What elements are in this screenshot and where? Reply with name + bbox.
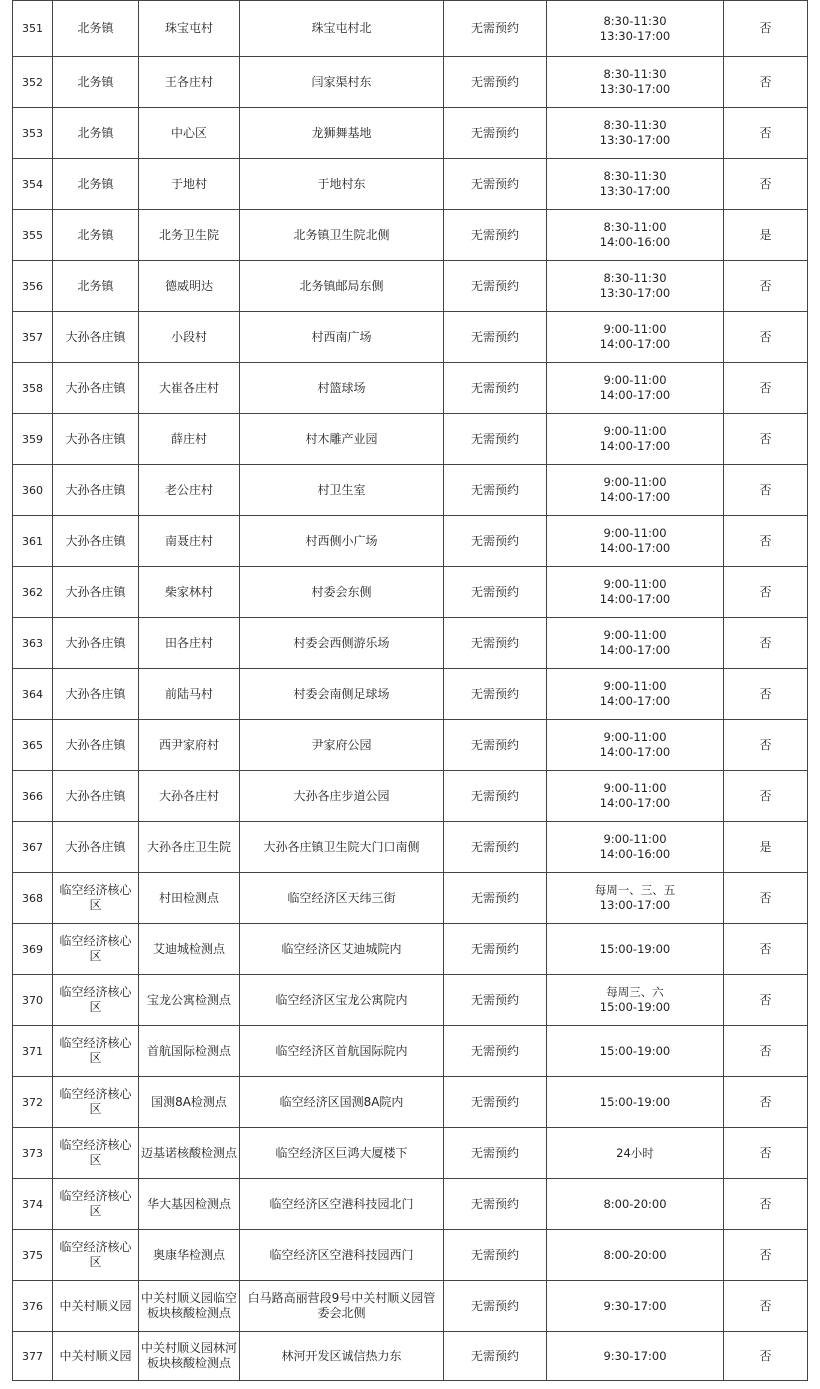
service-hours-cell: 15:00-19:00 xyxy=(547,1077,724,1128)
village-cell: 王各庄村 xyxy=(139,57,240,108)
table-row xyxy=(13,465,808,516)
table-row xyxy=(13,873,808,924)
flag-cell: 否 xyxy=(724,159,808,210)
village-cell: 华大基因检测点 xyxy=(139,1179,240,1230)
flag-cell: 否 xyxy=(724,1281,808,1332)
town-cell: 临空经济核心区 xyxy=(53,1128,139,1179)
village-cell: 珠宝屯村 xyxy=(139,1,240,57)
appointment-cell: 无需预约 xyxy=(444,516,547,567)
flag-cell: 否 xyxy=(724,720,808,771)
row-number-cell: 360 xyxy=(13,465,53,516)
service-hours-cell: 9:30-17:00 xyxy=(547,1281,724,1332)
table-row xyxy=(13,57,808,108)
flag-cell: 否 xyxy=(724,312,808,363)
appointment-cell: 无需预约 xyxy=(444,1,547,57)
row-number-cell: 353 xyxy=(13,108,53,159)
town-cell: 临空经济核心区 xyxy=(53,975,139,1026)
site-location-cell: 北务镇卫生院北侧 xyxy=(240,210,444,261)
site-location-cell: 临空经济区宝龙公寓院内 xyxy=(240,975,444,1026)
site-location-cell: 临空经济区空港科技园西门 xyxy=(240,1230,444,1281)
service-hours-cell: 8:30-11:30 13:30-17:00 xyxy=(547,159,724,210)
appointment-cell: 无需预约 xyxy=(444,465,547,516)
flag-cell: 否 xyxy=(724,873,808,924)
appointment-cell: 无需预约 xyxy=(444,567,547,618)
service-hours-cell: 9:00-11:00 14:00-17:00 xyxy=(547,669,724,720)
town-cell: 中关村顺义园 xyxy=(53,1332,139,1381)
flag-cell: 否 xyxy=(724,669,808,720)
table-row xyxy=(13,669,808,720)
service-hours-cell: 8:30-11:30 13:30-17:00 xyxy=(547,261,724,312)
service-hours-cell: 每周三、六 15:00-19:00 xyxy=(547,975,724,1026)
village-cell: 于地村 xyxy=(139,159,240,210)
service-hours-cell: 9:00-11:00 14:00-17:00 xyxy=(547,312,724,363)
flag-cell: 否 xyxy=(724,567,808,618)
village-cell: 艾迪城检测点 xyxy=(139,924,240,975)
row-number-cell: 356 xyxy=(13,261,53,312)
town-cell: 大孙各庄镇 xyxy=(53,567,139,618)
row-number-cell: 354 xyxy=(13,159,53,210)
site-location-cell: 村木雕产业园 xyxy=(240,414,444,465)
appointment-cell: 无需预约 xyxy=(444,771,547,822)
testing-sites-table xyxy=(12,0,808,1381)
row-number-cell: 374 xyxy=(13,1179,53,1230)
table-row xyxy=(13,108,808,159)
service-hours-cell: 24小时 xyxy=(547,1128,724,1179)
table-row xyxy=(13,414,808,465)
site-location-cell: 于地村东 xyxy=(240,159,444,210)
appointment-cell: 无需预约 xyxy=(444,261,547,312)
village-cell: 大孙各庄村 xyxy=(139,771,240,822)
town-cell: 北务镇 xyxy=(53,159,139,210)
site-location-cell: 大孙各庄镇卫生院大门口南侧 xyxy=(240,822,444,873)
appointment-cell: 无需预约 xyxy=(444,1281,547,1332)
service-hours-cell: 9:00-11:00 14:00-17:00 xyxy=(547,363,724,414)
appointment-cell: 无需预约 xyxy=(444,1128,547,1179)
village-cell: 北务卫生院 xyxy=(139,210,240,261)
flag-cell: 否 xyxy=(724,618,808,669)
flag-cell: 是 xyxy=(724,822,808,873)
town-cell: 大孙各庄镇 xyxy=(53,720,139,771)
service-hours-cell: 9:00-11:00 14:00-17:00 xyxy=(547,465,724,516)
site-location-cell: 临空经济区天纬三街 xyxy=(240,873,444,924)
row-number-cell: 367 xyxy=(13,822,53,873)
town-cell: 大孙各庄镇 xyxy=(53,312,139,363)
flag-cell: 否 xyxy=(724,363,808,414)
village-cell: 首航国际检测点 xyxy=(139,1026,240,1077)
flag-cell: 否 xyxy=(724,1077,808,1128)
site-location-cell: 村委会西侧游乐场 xyxy=(240,618,444,669)
service-hours-cell: 8:00-20:00 xyxy=(547,1179,724,1230)
table-row xyxy=(13,771,808,822)
village-cell: 田各庄村 xyxy=(139,618,240,669)
row-number-cell: 359 xyxy=(13,414,53,465)
site-location-cell: 珠宝屯村北 xyxy=(240,1,444,57)
row-number-cell: 366 xyxy=(13,771,53,822)
appointment-cell: 无需预约 xyxy=(444,1230,547,1281)
table-row xyxy=(13,363,808,414)
row-number-cell: 371 xyxy=(13,1026,53,1077)
row-number-cell: 358 xyxy=(13,363,53,414)
appointment-cell: 无需预约 xyxy=(444,159,547,210)
flag-cell: 否 xyxy=(724,771,808,822)
service-hours-cell: 8:30-11:30 13:30-17:00 xyxy=(547,1,724,57)
town-cell: 大孙各庄镇 xyxy=(53,771,139,822)
town-cell: 临空经济核心区 xyxy=(53,1077,139,1128)
site-location-cell: 村委会南侧足球场 xyxy=(240,669,444,720)
appointment-cell: 无需预约 xyxy=(444,414,547,465)
appointment-cell: 无需预约 xyxy=(444,975,547,1026)
table-body xyxy=(13,1,808,1381)
table-row xyxy=(13,618,808,669)
service-hours-cell: 15:00-19:00 xyxy=(547,924,724,975)
flag-cell: 否 xyxy=(724,1230,808,1281)
flag-cell: 否 xyxy=(724,924,808,975)
table-row xyxy=(13,261,808,312)
town-cell: 临空经济核心区 xyxy=(53,1026,139,1077)
table-row xyxy=(13,159,808,210)
village-cell: 奥康华检测点 xyxy=(139,1230,240,1281)
flag-cell: 否 xyxy=(724,1026,808,1077)
site-location-cell: 村篮球场 xyxy=(240,363,444,414)
flag-cell: 是 xyxy=(724,210,808,261)
service-hours-cell: 9:00-11:00 14:00-16:00 xyxy=(547,822,724,873)
site-location-cell: 临空经济区艾迪城院内 xyxy=(240,924,444,975)
service-hours-cell: 8:30-11:30 13:30-17:00 xyxy=(547,57,724,108)
appointment-cell: 无需预约 xyxy=(444,720,547,771)
flag-cell: 否 xyxy=(724,465,808,516)
table-row xyxy=(13,822,808,873)
town-cell: 大孙各庄镇 xyxy=(53,822,139,873)
village-cell: 中关村顺义园临空板块核酸检测点 xyxy=(139,1281,240,1332)
town-cell: 大孙各庄镇 xyxy=(53,618,139,669)
table-row xyxy=(13,1179,808,1230)
flag-cell: 否 xyxy=(724,516,808,567)
appointment-cell: 无需预约 xyxy=(444,312,547,363)
town-cell: 中关村顺义园 xyxy=(53,1281,139,1332)
row-number-cell: 352 xyxy=(13,57,53,108)
service-hours-cell: 9:00-11:00 14:00-17:00 xyxy=(547,618,724,669)
appointment-cell: 无需预约 xyxy=(444,1077,547,1128)
table-row xyxy=(13,567,808,618)
town-cell: 大孙各庄镇 xyxy=(53,363,139,414)
appointment-cell: 无需预约 xyxy=(444,924,547,975)
table-row xyxy=(13,1128,808,1179)
flag-cell: 否 xyxy=(724,108,808,159)
row-number-cell: 363 xyxy=(13,618,53,669)
town-cell: 大孙各庄镇 xyxy=(53,516,139,567)
site-location-cell: 白马路高丽营段9号中关村顺义园管委会北侧 xyxy=(240,1281,444,1332)
table-row xyxy=(13,1332,808,1381)
flag-cell: 否 xyxy=(724,1,808,57)
service-hours-cell: 8:30-11:00 14:00-16:00 xyxy=(547,210,724,261)
table-row xyxy=(13,1026,808,1077)
appointment-cell: 无需预约 xyxy=(444,669,547,720)
flag-cell: 否 xyxy=(724,1128,808,1179)
row-number-cell: 373 xyxy=(13,1128,53,1179)
appointment-cell: 无需预约 xyxy=(444,822,547,873)
site-location-cell: 临空经济区首航国际院内 xyxy=(240,1026,444,1077)
site-location-cell: 临空经济区巨鸿大厦楼下 xyxy=(240,1128,444,1179)
row-number-cell: 377 xyxy=(13,1332,53,1381)
town-cell: 临空经济核心区 xyxy=(53,1230,139,1281)
row-number-cell: 365 xyxy=(13,720,53,771)
site-location-cell: 村西侧小广场 xyxy=(240,516,444,567)
row-number-cell: 376 xyxy=(13,1281,53,1332)
town-cell: 北务镇 xyxy=(53,108,139,159)
row-number-cell: 364 xyxy=(13,669,53,720)
site-location-cell: 尹家府公园 xyxy=(240,720,444,771)
table-row xyxy=(13,1230,808,1281)
village-cell: 西尹家府村 xyxy=(139,720,240,771)
village-cell: 薛庄村 xyxy=(139,414,240,465)
row-number-cell: 369 xyxy=(13,924,53,975)
site-location-cell: 闫家渠村东 xyxy=(240,57,444,108)
town-cell: 北务镇 xyxy=(53,1,139,57)
site-location-cell: 林河开发区诚信热力东 xyxy=(240,1332,444,1381)
table-row xyxy=(13,1077,808,1128)
village-cell: 前陆马村 xyxy=(139,669,240,720)
village-cell: 大崔各庄村 xyxy=(139,363,240,414)
row-number-cell: 351 xyxy=(13,1,53,57)
service-hours-cell: 9:00-11:00 14:00-17:00 xyxy=(547,414,724,465)
appointment-cell: 无需预约 xyxy=(444,1179,547,1230)
appointment-cell: 无需预约 xyxy=(444,1026,547,1077)
village-cell: 村田检测点 xyxy=(139,873,240,924)
flag-cell: 否 xyxy=(724,414,808,465)
table-row xyxy=(13,720,808,771)
row-number-cell: 361 xyxy=(13,516,53,567)
flag-cell: 否 xyxy=(724,1179,808,1230)
village-cell: 柴家林村 xyxy=(139,567,240,618)
service-hours-cell: 每周一、三、五 13:00-17:00 xyxy=(547,873,724,924)
table-row xyxy=(13,516,808,567)
table-row xyxy=(13,1,808,57)
village-cell: 中关村顺义园林河板块核酸检测点 xyxy=(139,1332,240,1381)
service-hours-cell: 9:00-11:00 14:00-17:00 xyxy=(547,567,724,618)
village-cell: 迈基诺核酸检测点 xyxy=(139,1128,240,1179)
flag-cell: 否 xyxy=(724,975,808,1026)
service-hours-cell: 8:00-20:00 xyxy=(547,1230,724,1281)
site-location-cell: 村西南广场 xyxy=(240,312,444,363)
appointment-cell: 无需预约 xyxy=(444,1332,547,1381)
village-cell: 中心区 xyxy=(139,108,240,159)
village-cell: 老公庄村 xyxy=(139,465,240,516)
flag-cell: 否 xyxy=(724,1332,808,1381)
site-location-cell: 大孙各庄步道公园 xyxy=(240,771,444,822)
service-hours-cell: 8:30-11:30 13:30-17:00 xyxy=(547,108,724,159)
service-hours-cell: 9:00-11:00 14:00-17:00 xyxy=(547,516,724,567)
row-number-cell: 372 xyxy=(13,1077,53,1128)
appointment-cell: 无需预约 xyxy=(444,873,547,924)
table-row xyxy=(13,924,808,975)
village-cell: 宝龙公寓检测点 xyxy=(139,975,240,1026)
row-number-cell: 357 xyxy=(13,312,53,363)
town-cell: 北务镇 xyxy=(53,261,139,312)
town-cell: 临空经济核心区 xyxy=(53,924,139,975)
service-hours-cell: 15:00-19:00 xyxy=(547,1026,724,1077)
flag-cell: 否 xyxy=(724,261,808,312)
service-hours-cell: 9:30-17:00 xyxy=(547,1332,724,1381)
site-location-cell: 龙狮舞基地 xyxy=(240,108,444,159)
town-cell: 临空经济核心区 xyxy=(53,1179,139,1230)
row-number-cell: 362 xyxy=(13,567,53,618)
appointment-cell: 无需预约 xyxy=(444,618,547,669)
appointment-cell: 无需预约 xyxy=(444,363,547,414)
town-cell: 北务镇 xyxy=(53,210,139,261)
village-cell: 德威明达 xyxy=(139,261,240,312)
appointment-cell: 无需预约 xyxy=(444,108,547,159)
site-location-cell: 北务镇邮局东侧 xyxy=(240,261,444,312)
village-cell: 大孙各庄卫生院 xyxy=(139,822,240,873)
town-cell: 大孙各庄镇 xyxy=(53,414,139,465)
service-hours-cell: 9:00-11:00 14:00-17:00 xyxy=(547,720,724,771)
village-cell: 小段村 xyxy=(139,312,240,363)
row-number-cell: 355 xyxy=(13,210,53,261)
table-row xyxy=(13,312,808,363)
site-location-cell: 村委会东侧 xyxy=(240,567,444,618)
town-cell: 临空经济核心区 xyxy=(53,873,139,924)
site-location-cell: 临空经济区国测8A院内 xyxy=(240,1077,444,1128)
table-row xyxy=(13,1281,808,1332)
row-number-cell: 368 xyxy=(13,873,53,924)
service-hours-cell: 9:00-11:00 14:00-17:00 xyxy=(547,771,724,822)
town-cell: 大孙各庄镇 xyxy=(53,669,139,720)
table-row xyxy=(13,975,808,1026)
flag-cell: 否 xyxy=(724,57,808,108)
row-number-cell: 375 xyxy=(13,1230,53,1281)
village-cell: 国测8A检测点 xyxy=(139,1077,240,1128)
town-cell: 大孙各庄镇 xyxy=(53,465,139,516)
town-cell: 北务镇 xyxy=(53,57,139,108)
appointment-cell: 无需预约 xyxy=(444,210,547,261)
site-location-cell: 村卫生室 xyxy=(240,465,444,516)
site-location-cell: 临空经济区空港科技园北门 xyxy=(240,1179,444,1230)
table-row xyxy=(13,210,808,261)
village-cell: 南聂庄村 xyxy=(139,516,240,567)
row-number-cell: 370 xyxy=(13,975,53,1026)
appointment-cell: 无需预约 xyxy=(444,57,547,108)
